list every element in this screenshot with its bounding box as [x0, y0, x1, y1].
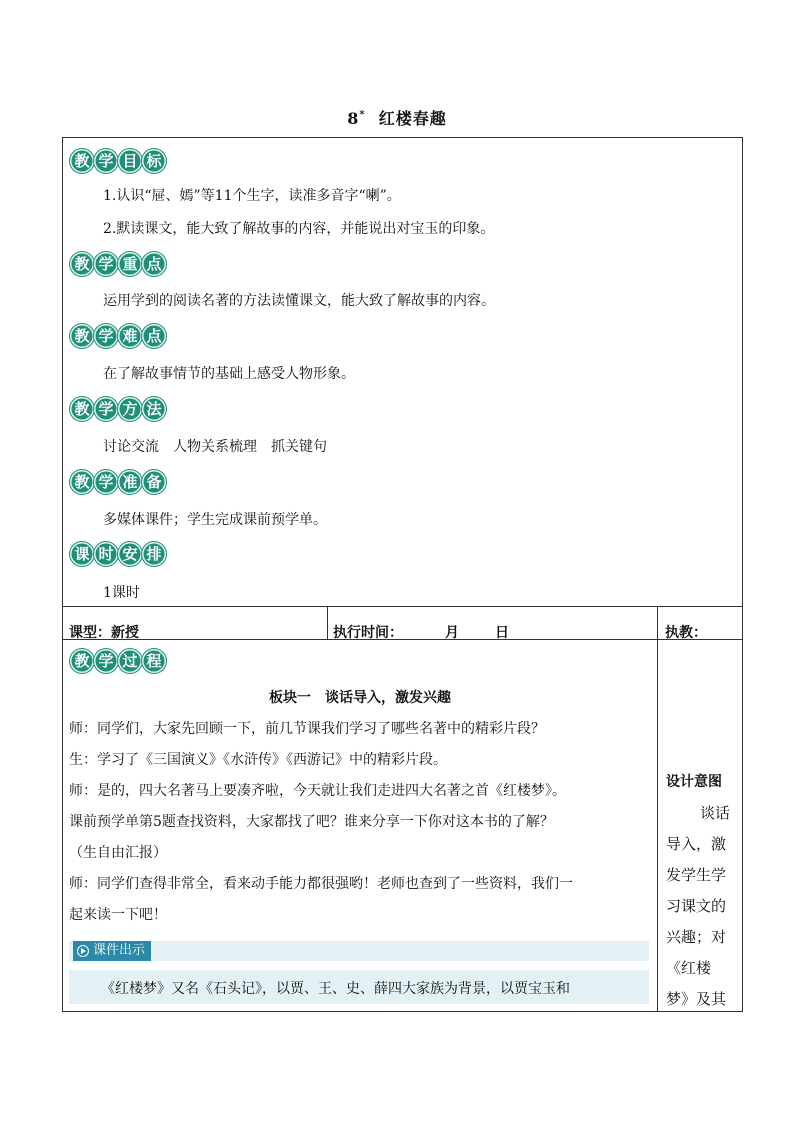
- design-intent-title: 设计意图: [666, 774, 722, 790]
- dialogue-line: 生：学习了《三国演义》《水浒传》《西游记》中的精彩片段。: [69, 752, 447, 768]
- preparation-heading: 教 学 准 备: [70, 470, 166, 494]
- execution-time-label: 执行时间：: [333, 625, 403, 641]
- courseware-tag: [73, 941, 151, 961]
- method-line: 讨论交流 人物关系梳理 抓关键句: [103, 439, 327, 455]
- day-label: 日: [495, 625, 509, 641]
- design-intent-line: 梦》及其: [666, 990, 727, 1008]
- dialogue-line: 课前预学单第5题查找资料，大家都找了吧？谁来分享一下你对这本书的了解？: [69, 814, 554, 830]
- dialogue-line: 师：同学们查得非常全，看来动手能力都很强哟！老师也查到了一些资料，我们一: [69, 876, 573, 892]
- courseware-bar: [69, 941, 649, 961]
- block-title: 板块一 谈话导入，激发兴趣: [269, 690, 451, 706]
- key-points-heading: 教 学 重 点: [70, 252, 166, 276]
- difficulty-line: 在了解故事情节的基础上感受人物形象。: [103, 366, 355, 382]
- design-intent-line: 谈话: [700, 804, 731, 822]
- dialogue-line: （生自由汇报）: [69, 845, 167, 861]
- methods-heading: 教 学 方 法: [70, 397, 166, 421]
- objective-line: 2.默读课文，能大致了解故事的内容，并能说出对宝玉的印象。: [103, 221, 495, 237]
- objective-line: 1.认识“屉、嫣”等11个生字，读准多音字“喇”。: [103, 188, 401, 204]
- process-heading: 教 学 过 程: [70, 649, 166, 673]
- design-intent-line: 兴趣；对: [666, 928, 727, 946]
- lesson-name: 红楼春趣: [378, 109, 447, 128]
- design-intent-line: 《红楼: [666, 959, 712, 977]
- dialogue-line: 起来读一下吧！: [69, 907, 167, 923]
- quote-text: 《红楼梦》又名《石头记》，以贾、王、史、薛四大家族为背景，以贾宝玉和: [101, 981, 570, 997]
- col-divider: [327, 606, 328, 639]
- dialogue-line: 师：是的，四大名著马上要凑齐啦，今天就让我们走进四大名著之首《红楼梦》。: [69, 783, 566, 799]
- col-divider: [657, 606, 658, 1012]
- lesson-type: 课型：新授: [69, 625, 139, 641]
- courseware-label: 课件出示: [93, 943, 146, 958]
- schedule-heading: 课 时 安 排: [70, 542, 166, 566]
- lesson-star: *: [359, 109, 366, 121]
- design-intent-line: 发学生学: [666, 866, 727, 884]
- design-intent-line: 习课文的: [666, 897, 727, 915]
- dialogue-line: 师：同学们，大家先回顾一下，前几节课我们学习了哪些名著中的精彩片段？: [69, 721, 545, 737]
- design-intent-line: 导入，激: [666, 835, 727, 853]
- difficulties-heading: 教 学 难 点: [70, 324, 166, 348]
- objectives-heading: 教 学 目 标: [70, 149, 166, 173]
- row-divider: [63, 606, 742, 607]
- quote-box: [69, 970, 649, 1004]
- month-label: 月: [445, 625, 459, 641]
- schedule-line: 1课时: [103, 585, 140, 601]
- key-point-line: 运用学到的阅读名著的方法读懂课文，能大致了解故事的内容。: [103, 293, 495, 309]
- preparation-line: 多媒体课件；学生完成课前预学单。: [103, 512, 327, 528]
- lesson-plan-table: [62, 137, 743, 1012]
- lesson-title: [0, 106, 794, 129]
- teacher-label: 执教：: [665, 625, 707, 641]
- play-icon: [77, 945, 89, 957]
- lesson-number: 8: [347, 109, 360, 128]
